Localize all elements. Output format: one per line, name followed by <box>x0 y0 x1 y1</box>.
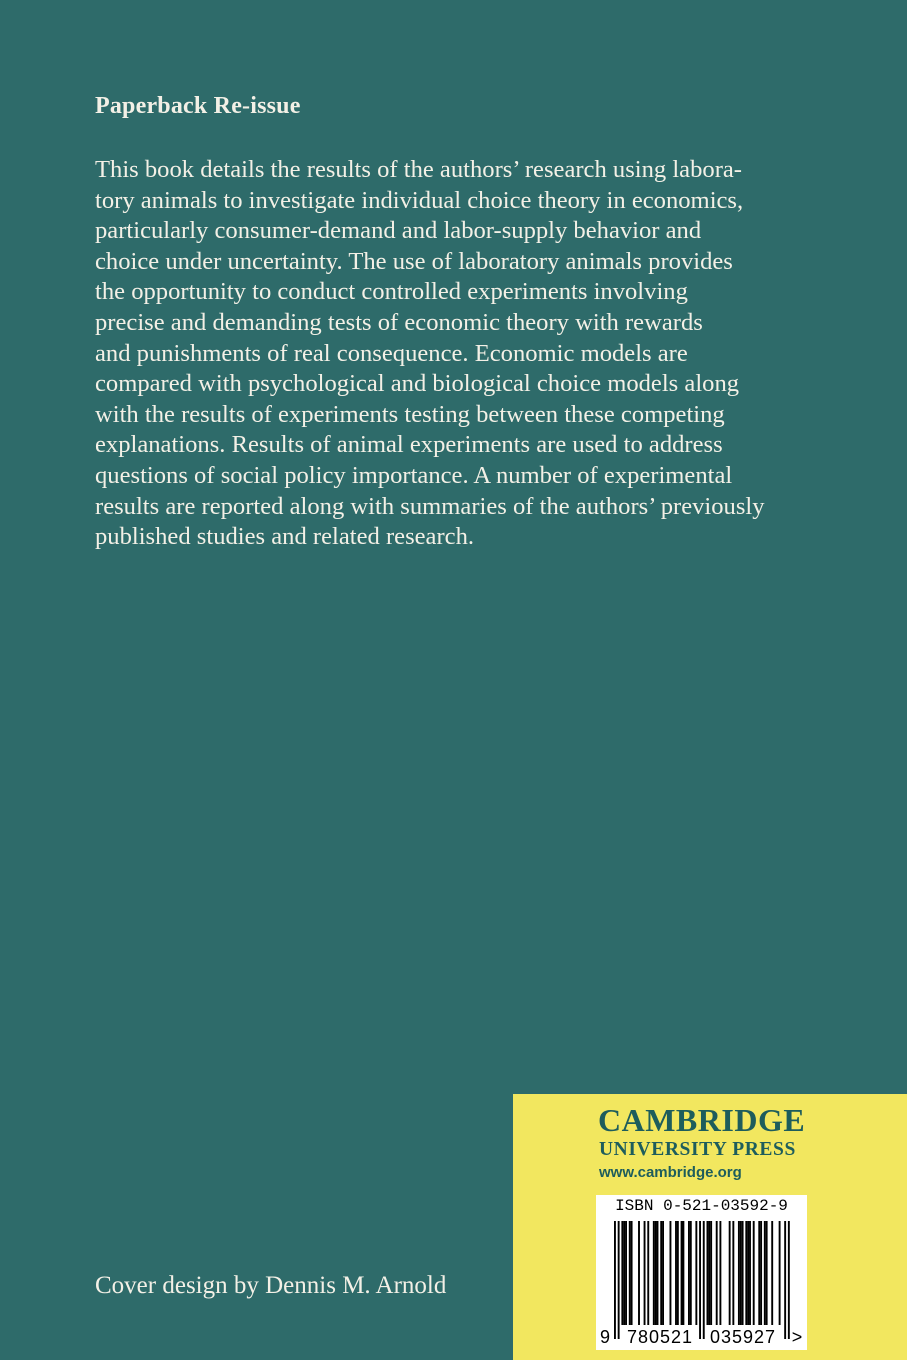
description-line: questions of social policy importance. A number of experimental <box>95 461 733 489</box>
barcode-bar <box>638 1221 640 1325</box>
barcode-bar <box>747 1221 749 1325</box>
description-line: compared with psychological and biological choice models along <box>95 370 740 398</box>
barcode-lead-digit: 9 <box>599 1327 611 1347</box>
barcode-bar <box>657 1221 659 1325</box>
description-line: the opportunity to conduct controlled experiments involving <box>95 278 688 306</box>
barcode-bar <box>703 1221 705 1339</box>
barcode-bar <box>779 1221 781 1325</box>
barcode-bar <box>699 1221 701 1339</box>
description-line: and punishments of real consequence. Economic models are <box>95 339 688 367</box>
barcode-bars <box>614 1221 790 1339</box>
barcode-bar <box>625 1221 627 1325</box>
barcode-bar <box>623 1221 625 1325</box>
barcode-bar <box>710 1221 712 1325</box>
barcode-bar <box>621 1221 623 1325</box>
barcode-bar <box>688 1221 690 1325</box>
barcode-bar <box>749 1221 751 1325</box>
description-line: published studies and related research. <box>95 523 475 551</box>
publisher-name: CAMBRIDGE <box>598 1102 806 1138</box>
barcode-bar <box>766 1221 768 1325</box>
barcode-bar <box>675 1221 677 1325</box>
book-description <box>95 155 825 553</box>
barcode-bar <box>764 1221 766 1325</box>
barcode-right-digits: 035927 <box>709 1327 777 1347</box>
barcode-bar <box>740 1221 742 1325</box>
barcode-bar <box>719 1221 721 1325</box>
barcode-bar <box>738 1221 740 1325</box>
isbn-label: ISBN 0-521-03592-9 <box>615 1197 788 1215</box>
barcode-bar <box>653 1221 655 1325</box>
barcode-bar <box>788 1221 790 1339</box>
barcode-bar <box>742 1221 744 1325</box>
barcode-bar <box>670 1221 672 1325</box>
barcode-bar <box>644 1221 646 1325</box>
barcode-bar <box>695 1221 697 1325</box>
barcode-bar <box>707 1221 709 1325</box>
barcode-graphic <box>596 1217 807 1350</box>
cover-design-credit: Cover design by Dennis M. Arnold <box>95 1272 447 1299</box>
publisher-panel <box>513 1094 907 1360</box>
barcode-bar <box>655 1221 657 1325</box>
barcode-bar <box>682 1221 684 1325</box>
description-line: results are reported along with summaries of the authors’ previously <box>95 492 765 520</box>
barcode-bar <box>677 1221 679 1325</box>
barcode-bar <box>681 1221 683 1325</box>
barcode-bar <box>614 1221 616 1339</box>
barcode-left-digits: 780521 <box>626 1327 694 1347</box>
barcode-bar <box>784 1221 786 1339</box>
barcode-bar <box>660 1221 662 1325</box>
barcode-bar <box>758 1221 760 1325</box>
barcode-bar <box>732 1221 734 1325</box>
barcode-end-mark: > <box>791 1327 803 1347</box>
publisher-url: www.cambridge.org <box>599 1164 742 1181</box>
isbn-barcode <box>596 1195 807 1350</box>
description-line: This book details the results of the authors’ research using labora- <box>95 156 742 183</box>
barcode-bar <box>708 1221 710 1325</box>
barcode-bar <box>647 1221 649 1325</box>
publisher-subname: UNIVERSITY PRESS <box>599 1139 796 1160</box>
barcode-bar <box>716 1221 718 1325</box>
barcode-bar <box>690 1221 692 1325</box>
barcode-bar <box>760 1221 762 1325</box>
description-line: tory animals to investigate individual choice theory in economics, <box>95 186 744 214</box>
barcode-bar <box>771 1221 773 1325</box>
barcode-bar <box>753 1221 755 1325</box>
barcode-bar <box>629 1221 631 1325</box>
barcode-bar <box>729 1221 731 1325</box>
description-line: choice under uncertainty. The use of laboratory animals provides <box>95 247 733 275</box>
description-line: with the results of experiments testing between these competing <box>95 400 725 428</box>
barcode-bar <box>662 1221 664 1325</box>
edition-heading: Paperback Re-issue <box>95 93 301 119</box>
barcode-bar <box>618 1221 620 1339</box>
description-line: explanations. Results of animal experiments are used to address <box>95 431 723 459</box>
barcode-bar <box>745 1221 747 1325</box>
description-line: precise and demanding tests of economic theory with rewards <box>95 308 703 336</box>
description-line: particularly consumer-demand and labor-supply behavior and <box>95 217 702 245</box>
barcode-bar <box>631 1221 633 1325</box>
